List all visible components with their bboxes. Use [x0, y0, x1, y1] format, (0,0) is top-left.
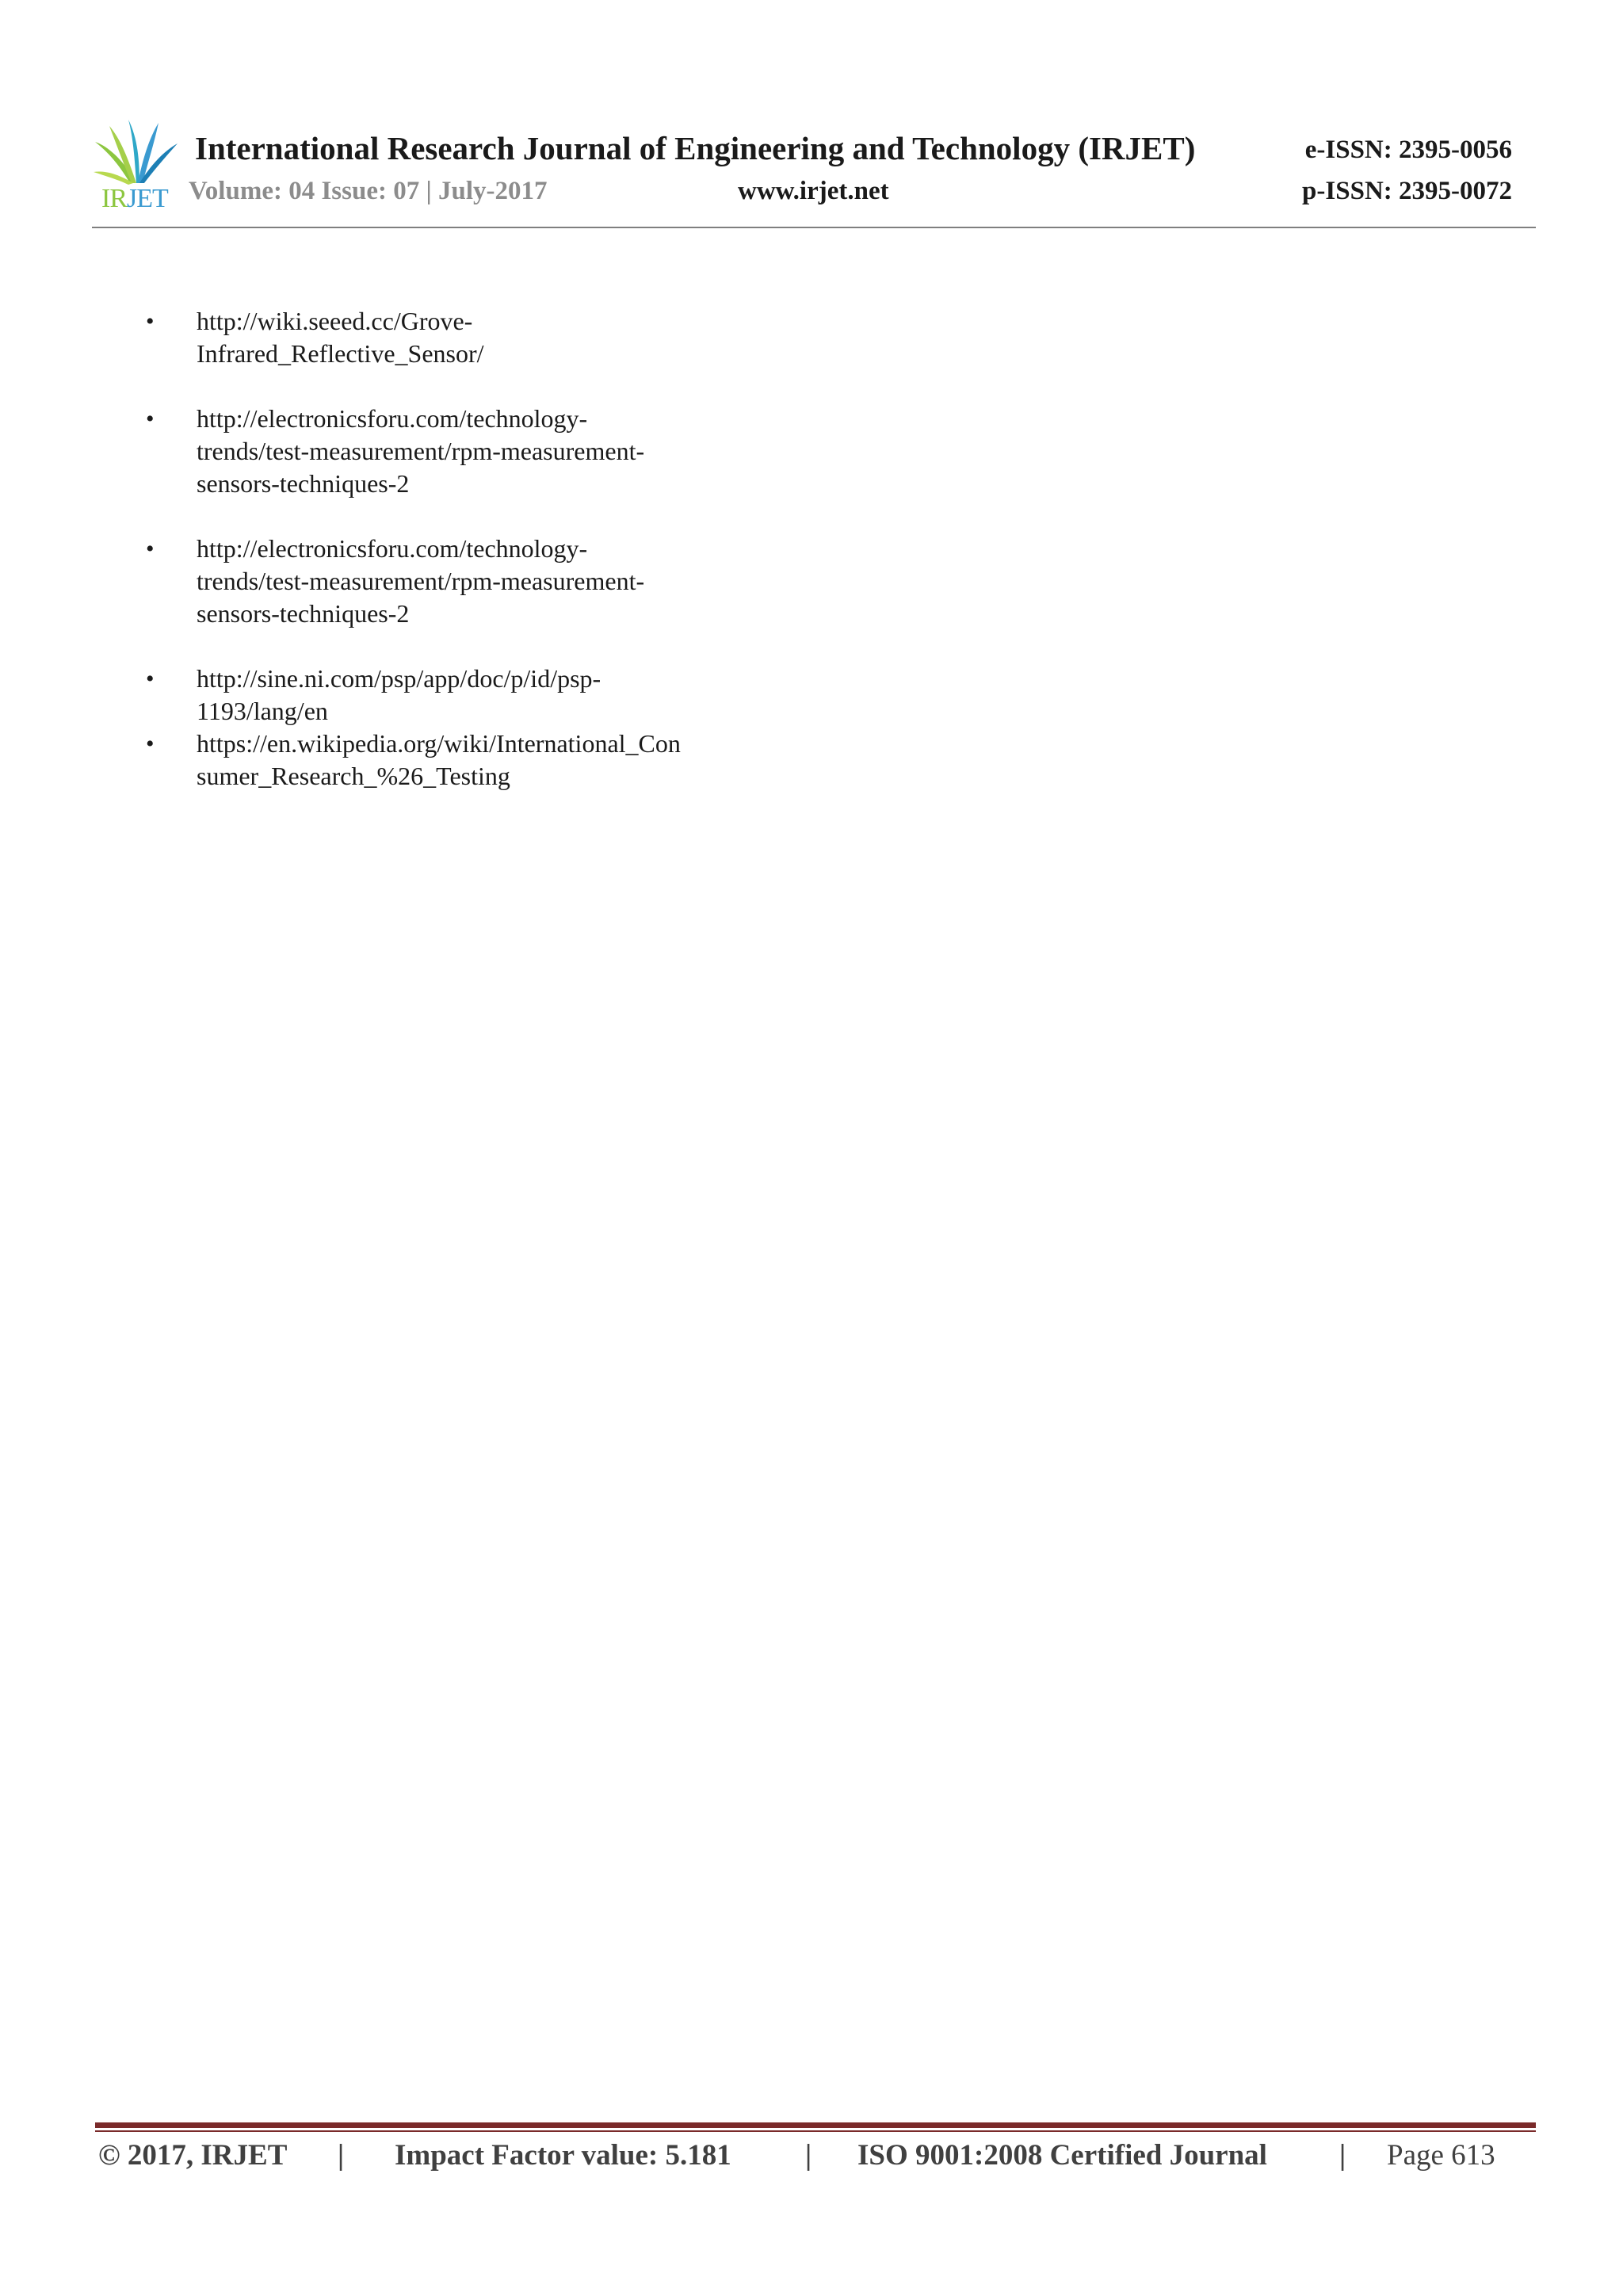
p-issn: p-ISSN: 2395-0072: [1302, 177, 1512, 205]
footer-page-number: Page 613: [1387, 2139, 1495, 2172]
logo-text-jet: JET: [127, 184, 168, 213]
page-footer: [98, 2138, 1509, 2178]
journal-title: International Research Journal of Engineering and Technology (IRJET): [195, 130, 1196, 166]
footer-separator: |: [1339, 2139, 1346, 2172]
journal-website: www.irjet.net: [738, 177, 889, 205]
reference-line: http://electronicsforu.com/technology-: [197, 404, 588, 433]
footer-iso-certification: ISO 9001:2008 Certified Journal: [857, 2139, 1267, 2172]
reference-item: [143, 728, 792, 793]
bullet: •: [146, 536, 155, 562]
footer-impact-factor: Impact Factor value: 5.181: [395, 2139, 731, 2172]
bullet: •: [146, 666, 155, 692]
reference-item: [143, 533, 792, 630]
footer-divider-thick: [95, 2122, 1536, 2128]
reference-line: Infrared_Reflective_Sensor/: [197, 339, 484, 368]
reference-list: [143, 305, 792, 825]
footer-divider-thin: [95, 2130, 1536, 2132]
bullet: •: [146, 308, 155, 334]
reference-line: http://sine.ni.com/psp/app/doc/p/id/psp-: [197, 664, 601, 693]
page-header: [92, 115, 1536, 227]
reference-item: [143, 305, 792, 370]
bullet: •: [146, 406, 155, 432]
reference-line: sensors-techniques-2: [197, 599, 410, 628]
logo-text: [101, 184, 168, 214]
irjet-logo-icon: [94, 115, 179, 186]
reference-item: [143, 403, 792, 500]
reference-line: http://electronicsforu.com/technology-: [197, 534, 588, 563]
bullet: •: [146, 731, 155, 757]
reference-line: trends/test-measurement/rpm-measurement-: [197, 567, 645, 595]
e-issn: e-ISSN: 2395-0056: [1304, 136, 1512, 164]
reference-line: http://wiki.seeed.cc/Grove-: [197, 307, 473, 335]
irjet-logo: [92, 115, 181, 212]
footer-separator: |: [338, 2139, 345, 2172]
logo-text-ir: IR: [101, 184, 127, 213]
reference-line: 1193/lang/en: [197, 697, 328, 725]
reference-line: sumer_Research_%26_Testing: [197, 762, 510, 790]
reference-line: trends/test-measurement/rpm-measurement-: [197, 437, 645, 465]
reference-line: sensors-techniques-2: [197, 469, 410, 498]
reference-item: [143, 663, 792, 728]
header-divider: [92, 227, 1536, 228]
volume-issue: Volume: 04 Issue: 07 | July-2017: [189, 177, 548, 205]
footer-copyright: © 2017, IRJET: [98, 2139, 288, 2172]
reference-line: https://en.wikipedia.org/wiki/International_Con: [197, 729, 681, 758]
footer-separator: |: [805, 2139, 812, 2172]
